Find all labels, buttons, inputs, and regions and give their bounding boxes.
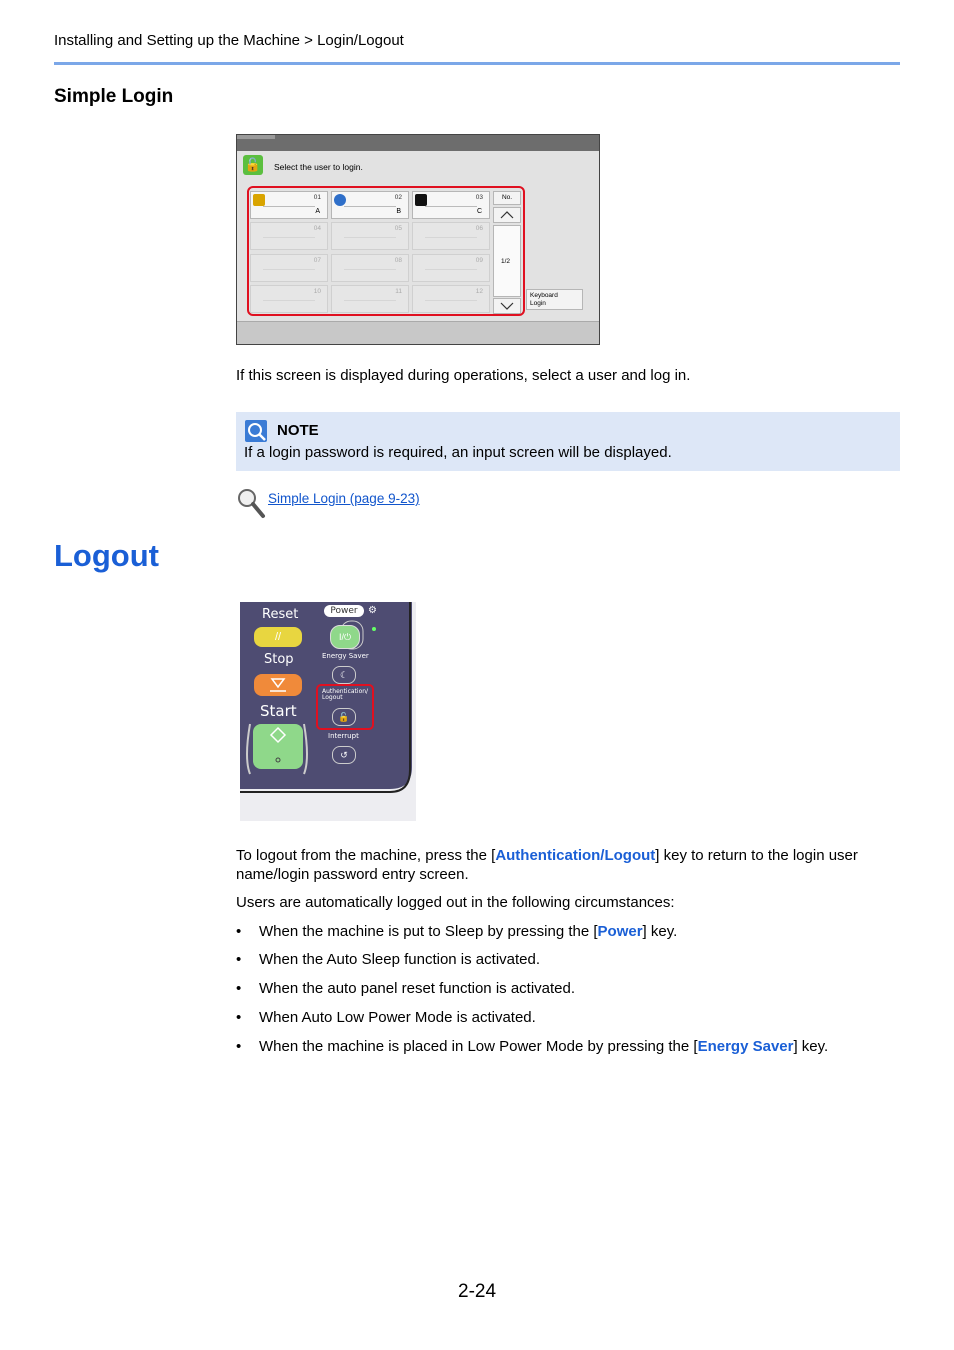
energy-saver-label: Energy Saver [322, 652, 369, 660]
auth-logout-label-2: Logout [322, 694, 343, 701]
bullet-marker: • [236, 1038, 242, 1055]
simple-login-description: If this screen is displayed during operations, select a user and log in. [236, 367, 691, 384]
user-number: 07 [313, 257, 321, 264]
user-number: 02 [394, 194, 402, 201]
start-icon [253, 724, 303, 769]
user-number: 09 [475, 257, 483, 264]
logout-paragraph-1 [236, 846, 900, 884]
simple-login-heading: Simple Login [54, 86, 174, 107]
interrupt-button[interactable]: ↺ [332, 746, 356, 764]
text-run: When the Auto Sleep function is activated. [259, 951, 541, 968]
user-name: C [476, 208, 482, 215]
start-button[interactable] [253, 724, 303, 769]
keyboard-login-button[interactable] [526, 289, 583, 310]
screen-title-bar [237, 135, 599, 151]
power-indicator-led [372, 627, 376, 631]
interrupt-label: Interrupt [328, 732, 359, 740]
magnifier-reference-icon [236, 487, 266, 519]
text-run: name/login password entry screen. [236, 866, 469, 883]
keyboard-login-label-1: Keyboard [530, 292, 558, 299]
lock-icon: 🔓 [243, 155, 263, 175]
note-icon [245, 420, 267, 442]
text-run: When the auto panel reset function is activated. [259, 980, 576, 997]
energy-saver-key-name: Energy Saver [697, 1038, 794, 1055]
user-name: B [396, 208, 401, 215]
text-run: When the machine is put to Sleep by pressing the [ [259, 923, 598, 940]
number-sort-button[interactable]: No. [493, 191, 521, 205]
user-number: 10 [313, 288, 321, 295]
text-run: To logout from the machine, press the [ [236, 847, 496, 864]
bullet-marker: • [236, 980, 242, 997]
login-screen-illustration [236, 134, 600, 345]
user-number: 01 [313, 194, 321, 201]
auth-logout-button[interactable]: 🔓 [332, 708, 356, 726]
simple-login-reference-link[interactable]: Simple Login (page 9-23) [268, 491, 420, 506]
login-prompt: Select the user to login. [274, 162, 363, 172]
user-number: 12 [475, 288, 483, 295]
reset-label: Reset [262, 607, 299, 622]
stop-label: Stop [264, 652, 294, 667]
user-number: 11 [395, 288, 402, 295]
note-box [236, 412, 900, 471]
power-button[interactable]: I/⏻ [330, 625, 360, 649]
user-number: 08 [394, 257, 402, 264]
note-text: If a login password is required, an input screen will be displayed. [244, 444, 672, 461]
auth-logout-key-name: Authentication/Logout [495, 847, 656, 864]
logout-heading: Logout [54, 538, 160, 573]
stop-icon [254, 674, 302, 696]
text-run: ] key to return to the login user [655, 847, 858, 864]
logout-paragraph-2: Users are automatically logged out in the following circumstances: [236, 894, 675, 911]
user-selection-highlight [247, 186, 525, 316]
screen-bottom-bar [237, 321, 599, 344]
page-indicator: 1/2 [501, 258, 511, 265]
operation-panel-illustration [240, 602, 416, 821]
power-key-name: Power [597, 923, 643, 940]
user-name: A [315, 208, 320, 215]
energy-saver-button[interactable]: ☾ [332, 666, 356, 684]
screen-tab [237, 135, 275, 139]
stop-button[interactable] [254, 674, 302, 696]
text-run: When the machine is placed in Low Power Mode by pressing the [ [259, 1038, 698, 1055]
text-run: ] key. [793, 1038, 829, 1055]
power-status-icon: ⚙ [368, 605, 377, 616]
text-run: When Auto Low Power Mode is activated. [259, 1009, 536, 1026]
keyboard-login-label-2: Login [530, 300, 546, 307]
reset-button[interactable]: // [254, 627, 302, 647]
start-label: Start [260, 702, 297, 720]
bullet-marker: • [236, 951, 242, 968]
power-label-pill [324, 605, 364, 617]
text-run: ] key. [642, 923, 678, 940]
user-number: 04 [313, 225, 321, 232]
power-label: Power [330, 606, 358, 616]
note-label: NOTE [277, 422, 319, 439]
user-number: 06 [475, 225, 483, 232]
user-number: 03 [475, 194, 483, 201]
user-number: 05 [394, 225, 402, 232]
breadcrumb: Installing and Setting up the Machine > Login/Logout [54, 32, 404, 49]
bullet-marker: • [236, 1009, 242, 1026]
auth-logout-label [322, 689, 368, 701]
bullet-marker: • [236, 923, 242, 940]
header-rule [54, 62, 900, 65]
page-number: 2-24 [458, 1281, 497, 1302]
auth-logout-label-1: Authentication/ [322, 688, 369, 695]
